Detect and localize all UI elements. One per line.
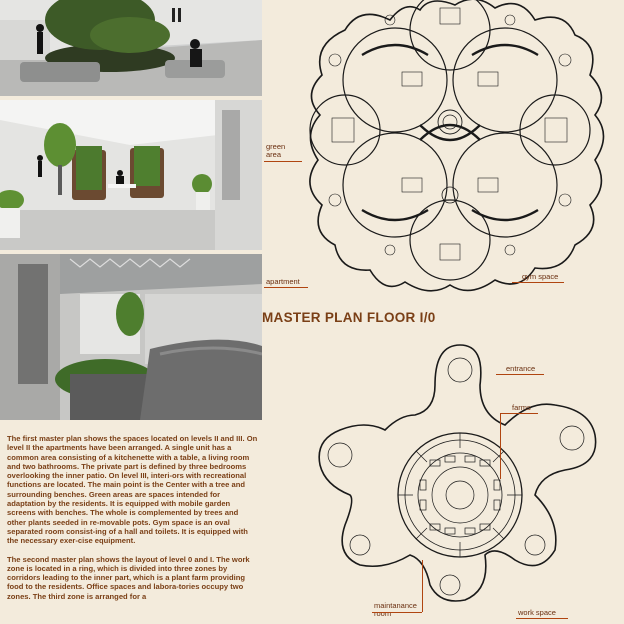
label-green-area: green area xyxy=(266,142,286,159)
master-plan-title: MASTER PLAN FLOOR I/0 xyxy=(262,310,436,325)
leader-maintanance-room-up xyxy=(422,560,423,612)
label-maintanance-room: maintanance room xyxy=(374,601,417,618)
label-farms: farms xyxy=(512,403,531,412)
leader-green-area xyxy=(264,161,302,162)
description-paragraph-2: The second master plan shows the layout of level 0 and I. The work zone is located in a ring, which is divided into three zones by corridors leading to the inner part, which is a plant farm providing food to the residents. Office spaces and labora-tories occupy two zones. The third zone is arranged for a xyxy=(7,554,250,601)
render-atrium-photo xyxy=(0,0,262,96)
leader-entrance xyxy=(496,374,544,375)
render-apartment-photo xyxy=(0,254,262,420)
leader-gym-space xyxy=(512,282,564,283)
leader-farms xyxy=(500,413,538,414)
render-green-area-photo xyxy=(0,100,262,250)
leader-farms-down xyxy=(500,413,501,479)
label-work-space: work space xyxy=(518,608,556,617)
master-plan-levels-2-3 xyxy=(290,0,624,300)
label-entrance: entrance xyxy=(506,364,536,373)
master-plan-levels-0-1 xyxy=(290,330,624,624)
project-description xyxy=(7,434,259,610)
leader-work-space xyxy=(516,618,568,619)
label-gym-space: gym space xyxy=(522,272,559,281)
leader-apartment xyxy=(264,287,308,288)
leader-maintanance-room xyxy=(372,612,422,613)
label-apartment: apartment xyxy=(266,277,300,286)
description-paragraph-1: The first master plan shows the spaces located on levels II and III. On level II the apartments have been arranged. A single unit has a common area consisting of a kitchenette with a table, a living room and two bathrooms. The private part is defined by three bedrooms overlooking the inner patio. On level III, interi-ors with recreational functions are located. The main point is the Center with a tree and surrounding benches. Green areas are spaces intended for adaptation by the residents. It is equipped with mobile garden screens with benches. The whole is complemented by trees and other plants seeded in re-movable pots. Gym space is an oval separated room consist-ing of a hall and toilets. It is equipped with the necessary exer-cise equipment. xyxy=(7,434,258,546)
